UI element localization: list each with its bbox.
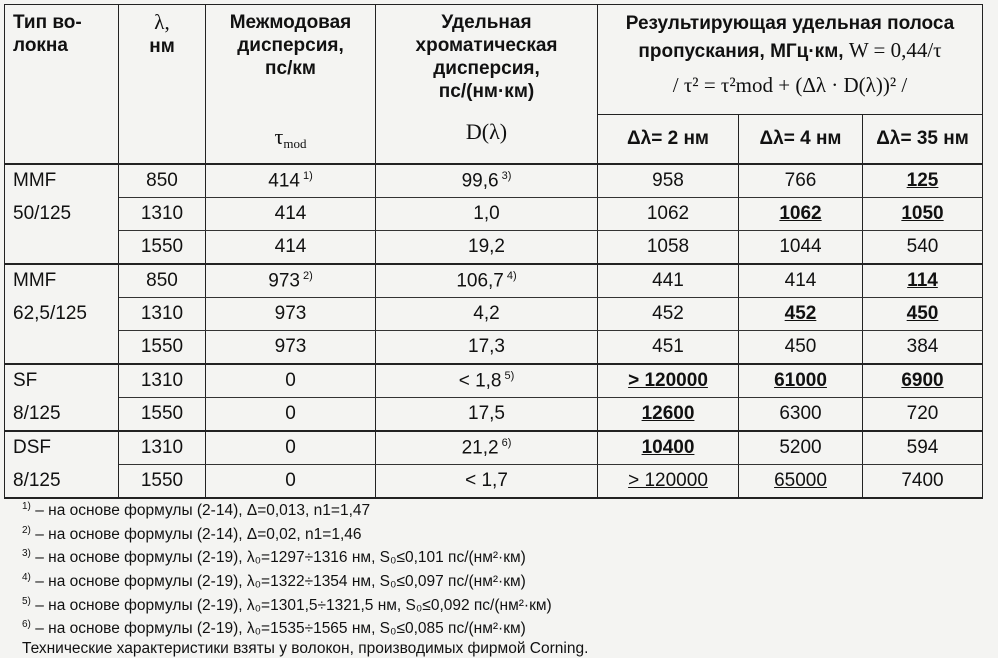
bandwidth-2nm-value: > 120000 — [628, 470, 708, 491]
chromatic-value: 21,2 — [461, 437, 499, 459]
wavelength-value: 1310 — [140, 303, 184, 324]
bandwidth-35nm-cell — [863, 331, 983, 365]
chromatic-cell — [376, 364, 598, 398]
footnote-mark: 2) — [22, 524, 31, 536]
bandwidth-2nm-value: 12600 — [641, 403, 695, 424]
intermodal-value: 973 — [274, 303, 307, 324]
wavelength-value: 1310 — [140, 437, 184, 458]
header-dl-2nm: Δλ= 2 нм — [598, 115, 739, 165]
header-dl-35nm: Δλ= 35 нм — [863, 115, 983, 165]
intermodal-value: 414 — [274, 236, 307, 257]
chromatic-value: 106,7 — [456, 270, 504, 292]
bandwidth-2nm-cell — [598, 398, 739, 432]
footnote-ref: 6) — [501, 436, 512, 449]
fiber-type-value: SF — [13, 370, 38, 392]
intermodal-cell — [206, 465, 376, 499]
bandwidth-35nm-cell — [863, 398, 983, 432]
chromatic-cell — [376, 298, 598, 331]
footnote-mark: 6) — [22, 619, 31, 631]
intermodal-cell — [206, 431, 376, 465]
bandwidth-4nm-cell — [739, 264, 863, 298]
intermodal-cell — [206, 364, 376, 398]
footnote-text: – на основе формулы (2-14), Δ=0,02, n1=1,46 — [30, 525, 362, 543]
footnotes — [22, 497, 982, 658]
fiber-type-cell — [5, 398, 119, 432]
header-bandwidth: Результирующая удельная полоса пропускания, МГц·км, W = 0,44/τ / τ² = τ²mod + (Δλ · D(λ))² / — [598, 5, 983, 115]
chromatic-cell — [376, 264, 598, 298]
bandwidth-2nm-cell — [598, 298, 739, 331]
bandwidth-35nm-value: 450 — [906, 303, 939, 324]
bandwidth-35nm-cell — [863, 298, 983, 331]
wavelength-value: 1550 — [140, 336, 184, 357]
footer-text: Технические характеристики взяты у волокон, производимых фирмой Corning. — [22, 639, 589, 657]
footnote-line — [22, 544, 982, 568]
intermodal-cell — [206, 164, 376, 198]
chromatic-value: 99,6 — [461, 170, 499, 192]
wavelength-cell — [119, 398, 206, 432]
chromatic-value: 4,2 — [473, 303, 500, 324]
fiber-type-value: 62,5/125 — [13, 303, 87, 324]
footnote-mark: 3) — [22, 548, 31, 560]
fiber-dispersion-table — [4, 4, 983, 499]
header-wavelength: λ, нм — [119, 5, 206, 165]
bandwidth-4nm-cell — [739, 398, 863, 432]
bandwidth-4nm-value: 1044 — [779, 236, 822, 257]
intermodal-value: 0 — [285, 403, 296, 424]
fiber-type-cell — [5, 164, 119, 198]
table-body — [5, 164, 983, 498]
footnote-mark: 5) — [22, 595, 31, 607]
footnote-line — [22, 615, 982, 639]
bandwidth-2nm-value: 1062 — [646, 203, 690, 224]
wavelength-cell — [119, 164, 206, 198]
footnote-ref: 4) — [506, 269, 517, 282]
bandwidth-4nm-cell — [739, 431, 863, 465]
bandwidth-35nm-cell — [863, 264, 983, 298]
intermodal-cell — [206, 231, 376, 265]
bandwidth-2nm-cell — [598, 198, 739, 231]
bandwidth-2nm-cell — [598, 431, 739, 465]
chromatic-cell — [376, 198, 598, 231]
bandwidth-2nm-value: 451 — [652, 336, 684, 357]
bandwidth-2nm-value: > 120000 — [628, 370, 708, 391]
wavelength-value: 1550 — [140, 236, 184, 257]
wavelength-value: 850 — [146, 170, 178, 191]
intermodal-value: 0 — [285, 437, 296, 458]
footnote-mark: 4) — [22, 571, 31, 583]
chromatic-cell — [376, 431, 598, 465]
footnote-ref: 5) — [504, 369, 515, 382]
bandwidth-4nm-cell — [739, 364, 863, 398]
table-row — [5, 264, 983, 298]
fiber-type-value: MMF — [13, 270, 57, 292]
header-chromatic-dispersion: Удельная хроматическая дисперсия, пс/(нм·км) D(λ) — [376, 5, 598, 165]
bandwidth-35nm-cell — [863, 364, 983, 398]
bandwidth-35nm-cell — [863, 198, 983, 231]
bandwidth-35nm-value: 114 — [907, 270, 938, 291]
footnote-ref: 1) — [302, 169, 313, 182]
bandwidth-35nm-cell — [863, 164, 983, 198]
bandwidth-4nm-cell — [739, 164, 863, 198]
footnote-text: – на основе формулы (2-19), λ₀=1301,5÷1321,5 нм, S₀≤0,092 пс/(нм²·км) — [30, 596, 552, 614]
table-row — [5, 231, 983, 265]
table-row — [5, 331, 983, 365]
table-row — [5, 398, 983, 432]
chromatic-cell — [376, 398, 598, 432]
bandwidth-35nm-value: 6900 — [901, 370, 944, 391]
bandwidth-4nm-value: 6300 — [779, 403, 822, 424]
wavelength-cell — [119, 465, 206, 499]
bandwidth-35nm-value: 384 — [906, 336, 939, 357]
chromatic-cell — [376, 331, 598, 365]
chromatic-value: < 1,7 — [465, 470, 508, 491]
footnote-line — [22, 521, 982, 545]
bandwidth-4nm-value: 61000 — [774, 370, 827, 391]
fiber-type-cell — [5, 465, 119, 499]
bandwidth-2nm-value: 958 — [652, 170, 684, 191]
fiber-type-cell — [5, 298, 119, 331]
footnote-text: – на основе формулы (2-14), Δ=0,013, n1=1,47 — [30, 502, 371, 520]
intermodal-value: 0 — [285, 470, 296, 491]
table-row — [5, 431, 983, 465]
fiber-type-value: DSF — [13, 437, 51, 459]
table-header — [5, 5, 983, 165]
footnote-line — [22, 497, 982, 521]
chromatic-cell — [376, 164, 598, 198]
fiber-type-value: 8/125 — [13, 469, 61, 491]
bandwidth-4nm-value: 5200 — [779, 437, 822, 458]
bandwidth-35nm-cell — [863, 465, 983, 499]
bandwidth-35nm-cell — [863, 431, 983, 465]
fiber-type-value: 50/125 — [13, 203, 72, 224]
wavelength-cell — [119, 431, 206, 465]
bandwidth-2nm-cell — [598, 364, 739, 398]
bandwidth-4nm-value: 766 — [784, 170, 817, 191]
chromatic-cell — [376, 231, 598, 265]
table-row — [5, 298, 983, 331]
table-row — [5, 465, 983, 499]
bandwidth-35nm-value: 125 — [906, 170, 939, 191]
footnote-text: – на основе формулы (2-19), λ₀=1297÷1316 нм, S₀≤0,101 пс/(нм²·км) — [30, 549, 526, 567]
bandwidth-4nm-cell — [739, 465, 863, 499]
intermodal-value: 414 — [268, 170, 300, 192]
fiber-type-value: 8/125 — [13, 402, 61, 424]
chromatic-value: 19,2 — [468, 236, 505, 257]
fiber-type-cell — [5, 331, 119, 365]
table-row — [5, 198, 983, 231]
wavelength-value: 1310 — [140, 370, 184, 391]
intermodal-cell — [206, 298, 376, 331]
bandwidth-4nm-value: 452 — [784, 303, 817, 324]
table-row — [5, 364, 983, 398]
footnote-mark: 1) — [22, 501, 31, 512]
fiber-type-cell — [5, 364, 119, 398]
bandwidth-2nm-value: 452 — [652, 303, 684, 324]
footnote-ref: 3) — [501, 169, 512, 182]
fiber-type-cell — [5, 431, 119, 465]
bandwidth-35nm-value: 540 — [906, 236, 939, 257]
chromatic-value: 1,0 — [473, 203, 500, 224]
bandwidth-2nm-cell — [598, 465, 739, 499]
bandwidth-35nm-value: 7400 — [901, 470, 944, 491]
header-dl-4nm: Δλ= 4 нм — [739, 115, 863, 165]
footnote-ref: 2) — [302, 269, 313, 282]
chromatic-value: 17,3 — [468, 336, 505, 357]
bandwidth-2nm-cell — [598, 231, 739, 265]
footnote-line — [22, 568, 982, 592]
wavelength-cell — [119, 298, 206, 331]
intermodal-cell — [206, 264, 376, 298]
bandwidth-2nm-value: 10400 — [641, 437, 695, 458]
intermodal-value: 0 — [285, 370, 296, 391]
bandwidth-4nm-cell — [739, 331, 863, 365]
footnote-text: – на основе формулы (2-19), λ₀=1322÷1354 нм, S₀≤0,097 пс/(нм²·км) — [30, 573, 526, 591]
bandwidth-4nm-value: 1062 — [779, 203, 822, 224]
bandwidth-35nm-value: 1050 — [901, 203, 944, 224]
intermodal-value: 973 — [274, 336, 307, 357]
intermodal-cell — [206, 198, 376, 231]
wavelength-cell — [119, 364, 206, 398]
wavelength-value: 1550 — [140, 470, 184, 491]
bandwidth-2nm-cell — [598, 331, 739, 365]
wavelength-cell — [119, 331, 206, 365]
intermodal-cell — [206, 398, 376, 432]
fiber-type-cell — [5, 231, 119, 265]
fiber-type-value: MMF — [13, 170, 57, 192]
wavelength-value: 850 — [146, 270, 178, 291]
header-fiber-type: Тип во- локна — [5, 5, 119, 165]
intermodal-value: 973 — [268, 270, 300, 292]
bandwidth-4nm-value: 65000 — [774, 470, 827, 491]
bandwidth-4nm-value: 414 — [784, 270, 817, 291]
bandwidth-2nm-value: 441 — [652, 270, 684, 291]
intermodal-cell — [206, 331, 376, 365]
bandwidth-2nm-cell — [598, 264, 739, 298]
wavelength-cell — [119, 198, 206, 231]
table-row — [5, 164, 983, 198]
chromatic-value: < 1,8 — [458, 370, 502, 392]
bandwidth-35nm-cell — [863, 231, 983, 265]
bandwidth-35nm-value: 594 — [906, 437, 939, 458]
fiber-type-cell — [5, 264, 119, 298]
chromatic-value: 17,5 — [468, 403, 505, 424]
bandwidth-35nm-value: 720 — [906, 403, 939, 424]
footnote-text: – на основе формулы (2-19), λ₀=1535÷1565 нм, S₀≤0,085 пс/(нм²·км) — [30, 620, 526, 638]
wavelength-cell — [119, 231, 206, 265]
header-intermodal-dispersion: Межмодовая дисперсия, пс/км $\tau_{mod}$ — [206, 5, 376, 165]
wavelength-value: 1310 — [140, 203, 184, 224]
wavelength-value: 1550 — [140, 403, 184, 424]
bandwidth-2nm-cell — [598, 164, 739, 198]
bandwidth-4nm-cell — [739, 298, 863, 331]
intermodal-value: 414 — [274, 203, 307, 224]
bandwidth-2nm-value: 1058 — [646, 236, 690, 257]
footnote-line — [22, 592, 982, 616]
bandwidth-4nm-cell — [739, 198, 863, 231]
wavelength-cell — [119, 264, 206, 298]
fiber-type-cell — [5, 198, 119, 231]
chromatic-cell — [376, 465, 598, 499]
bandwidth-4nm-cell — [739, 231, 863, 265]
bandwidth-4nm-value: 450 — [784, 336, 817, 357]
